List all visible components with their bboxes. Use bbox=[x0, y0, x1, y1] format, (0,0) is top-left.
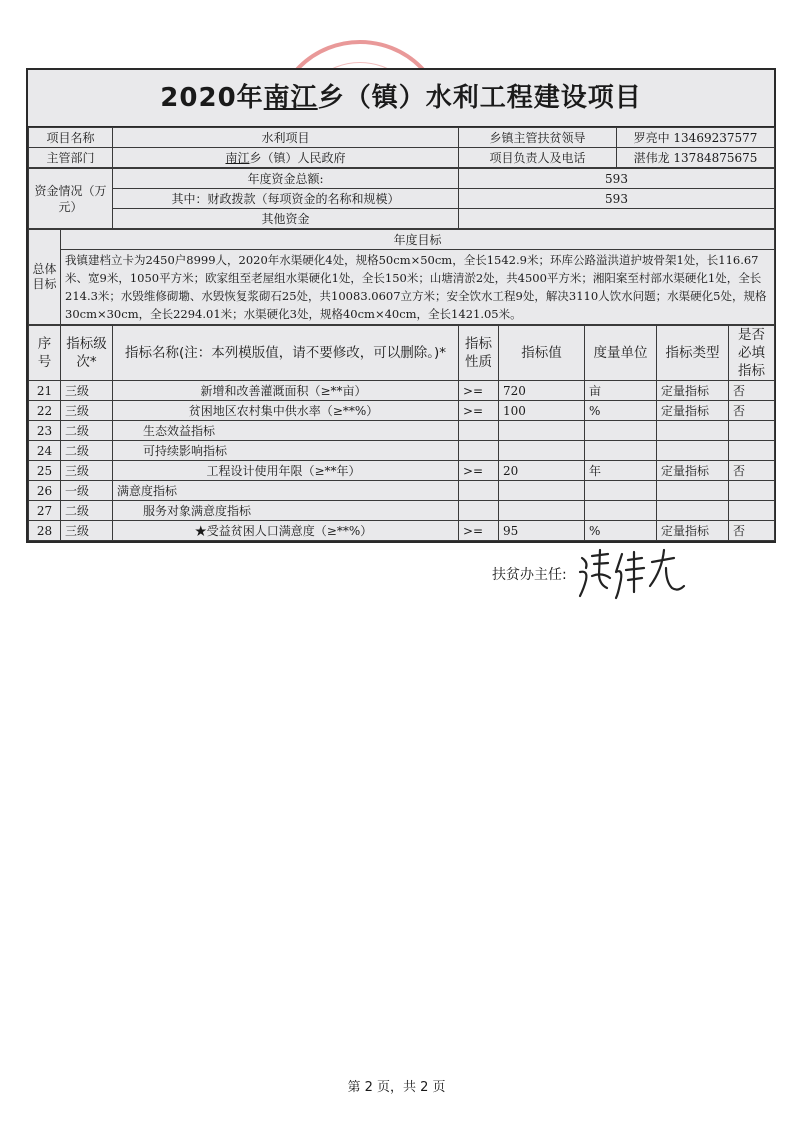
row-unit: 年 bbox=[585, 461, 657, 481]
row-value: 720 bbox=[499, 381, 585, 401]
row-unit bbox=[585, 421, 657, 441]
owner-label: 项目负责人及电话 bbox=[459, 148, 617, 168]
fiscal-funds-value: 593 bbox=[459, 189, 775, 209]
row-level: 二级 bbox=[61, 421, 113, 441]
signature-label: 扶贫办主任: bbox=[492, 567, 567, 583]
project-form-sheet bbox=[26, 68, 776, 543]
row-level: 一级 bbox=[61, 481, 113, 501]
page-title bbox=[28, 70, 774, 127]
row-level: 三级 bbox=[61, 461, 113, 481]
row-nature: >= bbox=[459, 381, 499, 401]
header-nature: 指标性质 bbox=[459, 326, 499, 381]
project-info-table bbox=[28, 127, 775, 168]
table-row bbox=[29, 401, 775, 421]
row-type bbox=[657, 421, 729, 441]
header-value: 指标值 bbox=[499, 326, 585, 381]
dept-value bbox=[113, 148, 459, 168]
leader-value: 罗亮中 13469237577 bbox=[617, 128, 775, 148]
row-seq: 25 bbox=[29, 461, 61, 481]
row-indicator-name: 生态效益指标 bbox=[113, 421, 459, 441]
title-rest: 乡（镇）水利工程建设项目 bbox=[317, 83, 642, 113]
row-indicator-name: 可持续影响指标 bbox=[113, 441, 459, 461]
project-name-label: 项目名称 bbox=[29, 128, 113, 148]
row-unit bbox=[585, 481, 657, 501]
goals-table bbox=[28, 229, 775, 325]
row-value bbox=[499, 421, 585, 441]
total-funds-label: 年度资金总额: bbox=[113, 169, 459, 189]
total-funds-value: 593 bbox=[459, 169, 775, 189]
row-value bbox=[499, 481, 585, 501]
row-indicator-name: 工程设计使用年限（≥**年） bbox=[113, 461, 459, 481]
row-seq: 24 bbox=[29, 441, 61, 461]
row-indicator-name: ★受益贫困人口满意度（≥**%） bbox=[113, 521, 459, 541]
goals-header: 年度目标 bbox=[61, 230, 775, 250]
owner-value: 湛伟龙 13784875675 bbox=[617, 148, 775, 168]
row-required bbox=[729, 441, 775, 461]
header-unit: 度量单位 bbox=[585, 326, 657, 381]
row-unit bbox=[585, 501, 657, 521]
header-seq: 序号 bbox=[29, 326, 61, 381]
row-indicator-name: 贫困地区农村集中供水率（≥**%） bbox=[113, 401, 459, 421]
title-year: 2020年 bbox=[160, 83, 264, 113]
row-type: 定量指标 bbox=[657, 521, 729, 541]
table-row bbox=[29, 481, 775, 501]
row-seq: 23 bbox=[29, 421, 61, 441]
leader-label: 乡镇主管扶贫领导 bbox=[459, 128, 617, 148]
row-seq: 28 bbox=[29, 521, 61, 541]
table-row bbox=[29, 461, 775, 481]
table-row bbox=[29, 521, 775, 541]
row-level: 三级 bbox=[61, 401, 113, 421]
row-unit: 亩 bbox=[585, 381, 657, 401]
other-funds-value bbox=[459, 209, 775, 229]
row-required: 否 bbox=[729, 401, 775, 421]
dept-rest: 乡（镇）人民政府 bbox=[249, 150, 346, 165]
goals-side-label: 总体目标 bbox=[29, 230, 61, 325]
row-type: 定量指标 bbox=[657, 461, 729, 481]
row-indicator-name: 新增和改善灌溉面积（≥**亩） bbox=[113, 381, 459, 401]
row-unit: % bbox=[585, 401, 657, 421]
row-type: 定量指标 bbox=[657, 381, 729, 401]
title-town: 南江 bbox=[263, 83, 318, 113]
project-name-value: 水利项目 bbox=[113, 128, 459, 148]
row-level: 三级 bbox=[61, 381, 113, 401]
row-seq: 26 bbox=[29, 481, 61, 501]
header-required: 是否必填指标 bbox=[729, 326, 775, 381]
row-indicator-name: 服务对象满意度指标 bbox=[113, 501, 459, 521]
row-nature: >= bbox=[459, 521, 499, 541]
funds-table bbox=[28, 168, 775, 229]
table-row bbox=[29, 421, 775, 441]
table-row bbox=[29, 381, 775, 401]
row-level: 二级 bbox=[61, 501, 113, 521]
row-unit: % bbox=[585, 521, 657, 541]
header-level: 指标级次* bbox=[61, 326, 113, 381]
row-value: 100 bbox=[499, 401, 585, 421]
row-nature: >= bbox=[459, 461, 499, 481]
dept-town: 南江 bbox=[225, 150, 250, 165]
row-nature bbox=[459, 421, 499, 441]
goals-text: 我镇建档立卡为2450户8999人，2020年水渠硬化4处，规格50cm×50cm，全长1542.9米；环库公路溢洪道护坡骨架1处，长116.67米、宽9米，1050平方米；欧家组至老屋组水渠硬化1处，全长150米；山塘清淤2处，共4500平方米；湘阳案至村部水渠硬化1处，全长214.3米；水毁维修砌墈、水毁恢复浆砌石25处，共10083.0607立方米；安全饮水工程9处，解决3110人饮水问题；水渠硬化5处，规格30cm×30cm，全长2294.01米；水渠硬化3处，规格40cm×40cm，全长1421.05米。 bbox=[61, 250, 775, 325]
row-value: 95 bbox=[499, 521, 585, 541]
indicator-rows bbox=[29, 381, 775, 541]
row-seq: 22 bbox=[29, 401, 61, 421]
row-value bbox=[499, 441, 585, 461]
row-value: 20 bbox=[499, 461, 585, 481]
row-indicator-name: 满意度指标 bbox=[113, 481, 459, 501]
row-nature bbox=[459, 441, 499, 461]
header-type: 指标类型 bbox=[657, 326, 729, 381]
row-required bbox=[729, 501, 775, 521]
row-required: 否 bbox=[729, 461, 775, 481]
table-row bbox=[29, 501, 775, 521]
row-type bbox=[657, 441, 729, 461]
indicator-table bbox=[28, 325, 775, 541]
header-name: 指标名称(注：本列模版值，请不要修改，可以删除。)* bbox=[113, 326, 459, 381]
fiscal-funds-label: 其中：财政拨款（每项资金的名称和规模） bbox=[113, 189, 459, 209]
row-required bbox=[729, 421, 775, 441]
row-level: 三级 bbox=[61, 521, 113, 541]
dept-label: 主管部门 bbox=[29, 148, 113, 168]
row-required bbox=[729, 481, 775, 501]
row-type bbox=[657, 501, 729, 521]
row-unit bbox=[585, 441, 657, 461]
row-required: 否 bbox=[729, 381, 775, 401]
row-required: 否 bbox=[729, 521, 775, 541]
row-level: 二级 bbox=[61, 441, 113, 461]
row-type bbox=[657, 481, 729, 501]
funds-label: 资金情况（万元） bbox=[29, 169, 113, 229]
row-value bbox=[499, 501, 585, 521]
row-nature bbox=[459, 481, 499, 501]
other-funds-label: 其他资金 bbox=[113, 209, 459, 229]
table-row bbox=[29, 441, 775, 461]
row-type: 定量指标 bbox=[657, 401, 729, 421]
row-seq: 27 bbox=[29, 501, 61, 521]
row-nature: >= bbox=[459, 401, 499, 421]
handwritten-signature bbox=[574, 546, 694, 602]
row-nature bbox=[459, 501, 499, 521]
page-footer: 第 2 页，共 2 页 bbox=[347, 1080, 446, 1095]
row-seq: 21 bbox=[29, 381, 61, 401]
